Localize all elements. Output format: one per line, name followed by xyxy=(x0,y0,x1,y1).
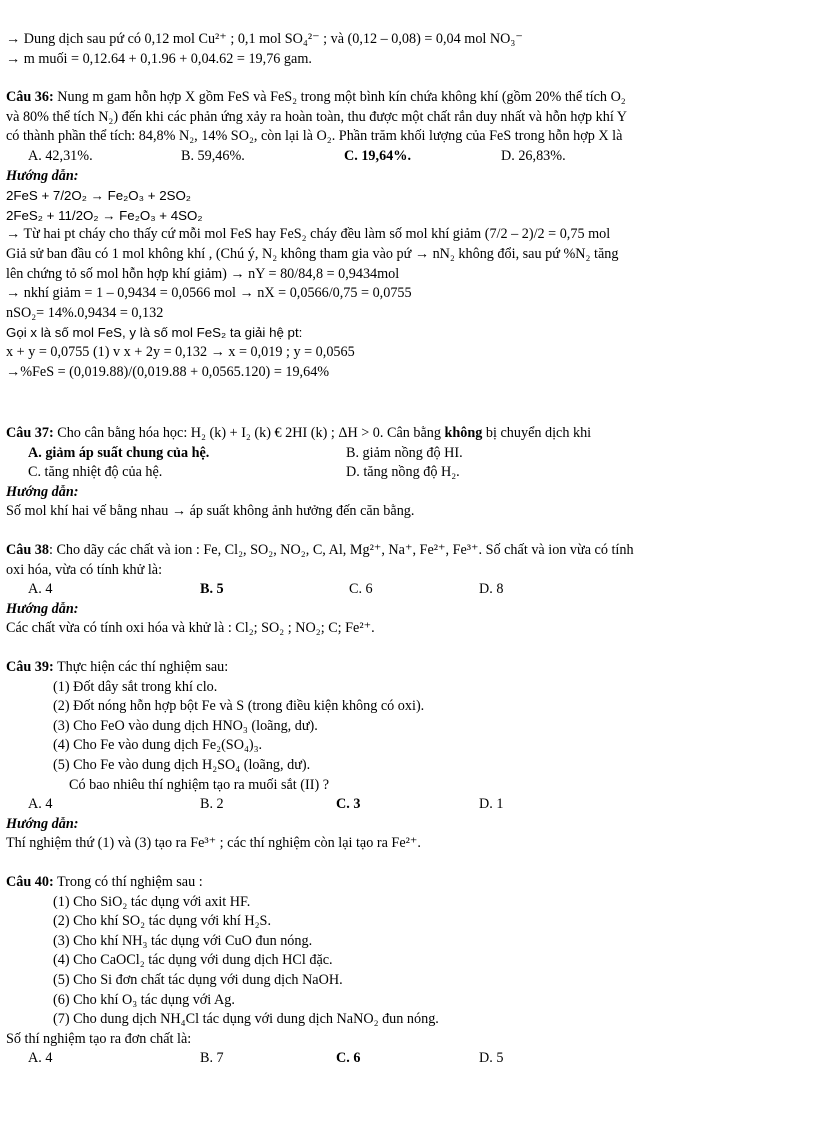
q37-options-row-2 xyxy=(6,463,806,483)
q40-item-1: (1) Cho SiO₂ tác dụng với axit HF. xyxy=(53,893,251,910)
q40-item-3: (3) Cho khí NH₃ tác dụng với CuO đun nóng. xyxy=(53,932,313,949)
spacer xyxy=(6,382,806,424)
q38-stem-line-1 xyxy=(6,541,806,561)
q40-question: Số thí nghiệm tạo ra đơn chất là: xyxy=(6,1030,192,1047)
q40-item-4: (4) Cho CaOCl₂ tác dụng với dung dịch HCl đặc. xyxy=(53,952,333,969)
top-line-1: → Dung dịch sau pứ có 0,12 mol Cu²⁺ ; 0,1 mol SO₄²⁻ ; và (0,12 – 0,08) = 0,04 mol NO₃⁻ xyxy=(6,31,523,47)
q39-item-5: (5) Cho Fe vào dung dịch H₂SO₄ (loãng, dư). xyxy=(53,757,311,773)
q39-solution-1: Thí nghiệm thứ (1) và (3) tạo ra Fe³⁺ ; các thí nghiệm còn lại tạo ra Fe²⁺. xyxy=(6,835,421,852)
q38-option-d: D. 8 xyxy=(479,581,504,598)
q36-option-b: B. 59,46%. xyxy=(181,147,245,164)
q36-stem-line-2: và 80% thể tích N₂) đến khi các phản ứng xảy ra hoàn toàn, thu được một chất rắn duy nhất và hỗn hợp khí Y xyxy=(6,108,628,125)
q36-solution-7: nSO₂= 14%.0,9434 = 0,132 xyxy=(6,304,164,321)
q39-guide-heading: Hướng dẫn: xyxy=(6,815,79,832)
q37-option-d: D. tăng nồng độ H₂. xyxy=(346,464,460,481)
spacer xyxy=(6,69,806,88)
q40-option-b: B. 7 xyxy=(200,1050,224,1067)
q39-stem-text: Thực hiện các thí nghiệm sau: xyxy=(57,659,229,676)
q38-options xyxy=(6,580,806,600)
q39-item-4: (4) Cho Fe vào dung dịch Fe₂(SO₄)₃. xyxy=(53,737,263,754)
q37-stem-text: Cho cân bằng hóa học: H₂ (k) + I₂ (k) € 2HI (k) ; ΔH > 0. Cân bằng xyxy=(57,425,441,442)
q37-label: Câu 37: xyxy=(6,425,54,442)
q36-stem-text-1: Nung m gam hỗn hợp X gồm FeS và FeS₂ trong một bình kín chứa không khí (gồm 20% thể tích O₂ xyxy=(57,89,626,106)
q40-option-c: C. 6 xyxy=(336,1050,361,1067)
q39-option-a: A. 4 xyxy=(28,796,53,813)
q37-stem-emphasis: không xyxy=(444,425,483,442)
q37-stem-end: bị chuyển dịch khi xyxy=(485,425,592,442)
q36-equation-2: 2FeS₂ + 11/2O₂ → Fe₂O₃ + 4SO₂ xyxy=(6,207,203,223)
q37-solution-1: Số mol khí hai vế bằng nhau → áp suất không ảnh hưởng đến căn bằng. xyxy=(6,503,415,520)
q38-label: Câu 38 xyxy=(6,542,49,559)
q36-option-a: A. 42,31%. xyxy=(28,147,93,164)
q39-stem xyxy=(6,658,806,678)
q36-solution-10: →%FeS = (0,019.88)/(0,019.88 + 0,0565.120) = 19,64% xyxy=(6,363,330,380)
q40-label: Câu 40: xyxy=(6,873,54,890)
q38-guide-heading: Hướng dẫn: xyxy=(6,600,79,617)
q37-option-b: B. giảm nồng độ HI. xyxy=(346,444,463,461)
q40-option-a: A. 4 xyxy=(28,1050,53,1067)
q36-options xyxy=(6,147,806,167)
q38-option-c: C. 6 xyxy=(349,581,373,598)
q40-item-2: (2) Cho khí SO₂ tác dụng với khí H₂S. xyxy=(53,913,271,930)
q39-option-c: C. 3 xyxy=(336,796,361,813)
q38-stem-line-2: oxi hóa, vừa có tính khử là: xyxy=(6,561,163,578)
top-line-2: → m muối = 0,12.64 + 0,1.96 + 0,04.62 = 19,76 gam. xyxy=(6,50,312,67)
q39-item-2: (2) Đốt nóng hỗn hợp bột Fe và S (trong điều kiện không có oxi). xyxy=(53,698,425,715)
document-page xyxy=(6,30,806,1069)
q40-option-d: D. 5 xyxy=(479,1050,504,1067)
q40-stem xyxy=(6,873,806,893)
q36-solution-8: Gọi x là số mol FeS, y là số mol FeS₂ ta giải hệ pt: xyxy=(6,325,303,341)
q39-option-b: B. 2 xyxy=(200,796,224,813)
q40-item-6: (6) Cho khí O₃ tác dụng với Ag. xyxy=(53,991,235,1008)
spacer xyxy=(6,854,806,873)
q36-option-c: C. 19,64%. xyxy=(344,147,411,164)
q38-option-b: B. 5 xyxy=(200,581,224,598)
q36-solution-9: x + y = 0,0755 (1) v x + 2y = 0,132 → x = 0,019 ; y = 0,0565 xyxy=(6,343,355,360)
q36-stem-line-1 xyxy=(6,88,806,108)
q36-guide-heading: Hướng dẫn: xyxy=(6,167,79,184)
q36-stem-line-3: có thành phần thể tích: 84,8% N₂, 14% SO₂, còn lại là O₂. Phần trăm khối lượng của FeS trong hỗn hợp X là xyxy=(6,128,623,145)
q40-stem-text: Trong có thí nghiệm sau : xyxy=(57,873,203,890)
q36-solution-5: lên chứng tỏ số mol hỗn hợp khí giảm) → nY = 80/84,8 = 0,9434mol xyxy=(6,265,400,282)
q37-stem xyxy=(6,424,806,444)
q36-solution-3: → Từ hai pt cháy cho thấy cứ mỗi mol FeS hay FeS₂ cháy đều làm số mol khí giảm (7/2 – 2)/2 = 0,75 mol xyxy=(6,226,611,243)
spacer xyxy=(6,522,806,541)
q37-guide-heading: Hướng dẫn: xyxy=(6,483,79,500)
q40-options xyxy=(6,1049,806,1069)
q40-item-5: (5) Cho Si đơn chất tác dụng với dung dịch NaOH. xyxy=(53,971,343,988)
q39-question: Có bao nhiêu thí nghiệm tạo ra muối sắt (II) ? xyxy=(69,776,330,793)
q37-options-row-1 xyxy=(6,444,806,464)
q38-option-a: A. 4 xyxy=(28,581,53,598)
q39-option-d: D. 1 xyxy=(479,796,504,813)
q36-solution-4: Giả sử ban đầu có 1 mol không khí , (Chú ý, N₂ không tham gia vào pứ → nN₂ không đổi, sau pứ %N₂ tăng xyxy=(6,245,619,262)
q38-stem-text-1: : Cho dãy các chất và ion : Fe, Cl₂, SO₂, NO₂, C, Al, Mg²⁺, Na⁺, Fe²⁺, Fe³⁺. Số chất và ion vừa có tính xyxy=(48,542,634,559)
q39-item-3: (3) Cho FeO vào dung dịch HNO₃ (loãng, dư). xyxy=(53,717,318,734)
q36-equation-1: 2FeS + 7/2O₂ → Fe₂O₃ + 2SO₂ xyxy=(6,188,191,204)
q37-option-a: A. giảm áp suất chung của hệ. xyxy=(28,444,210,461)
q37-option-c: C. tăng nhiệt độ của hệ. xyxy=(28,464,163,481)
q38-solution-1: Các chất vừa có tính oxi hóa và khử là : Cl₂; SO₂ ; NO₂; C; Fe²⁺. xyxy=(6,620,375,637)
spacer xyxy=(6,639,806,658)
q36-option-d: D. 26,83%. xyxy=(501,147,566,164)
q39-label: Câu 39: xyxy=(6,659,54,676)
q40-item-7: (7) Cho dung dịch NH₄Cl tác dụng với dung dịch NaNO₂ đun nóng. xyxy=(53,1011,439,1028)
q36-solution-6: → nkhí giảm = 1 – 0,9434 = 0,0566 mol → nX = 0,0566/0,75 = 0,0755 xyxy=(6,285,412,302)
q39-options xyxy=(6,795,806,815)
q36-label: Câu 36: xyxy=(6,89,54,106)
q39-item-1: (1) Đốt dây sắt trong khí clo. xyxy=(53,678,218,695)
